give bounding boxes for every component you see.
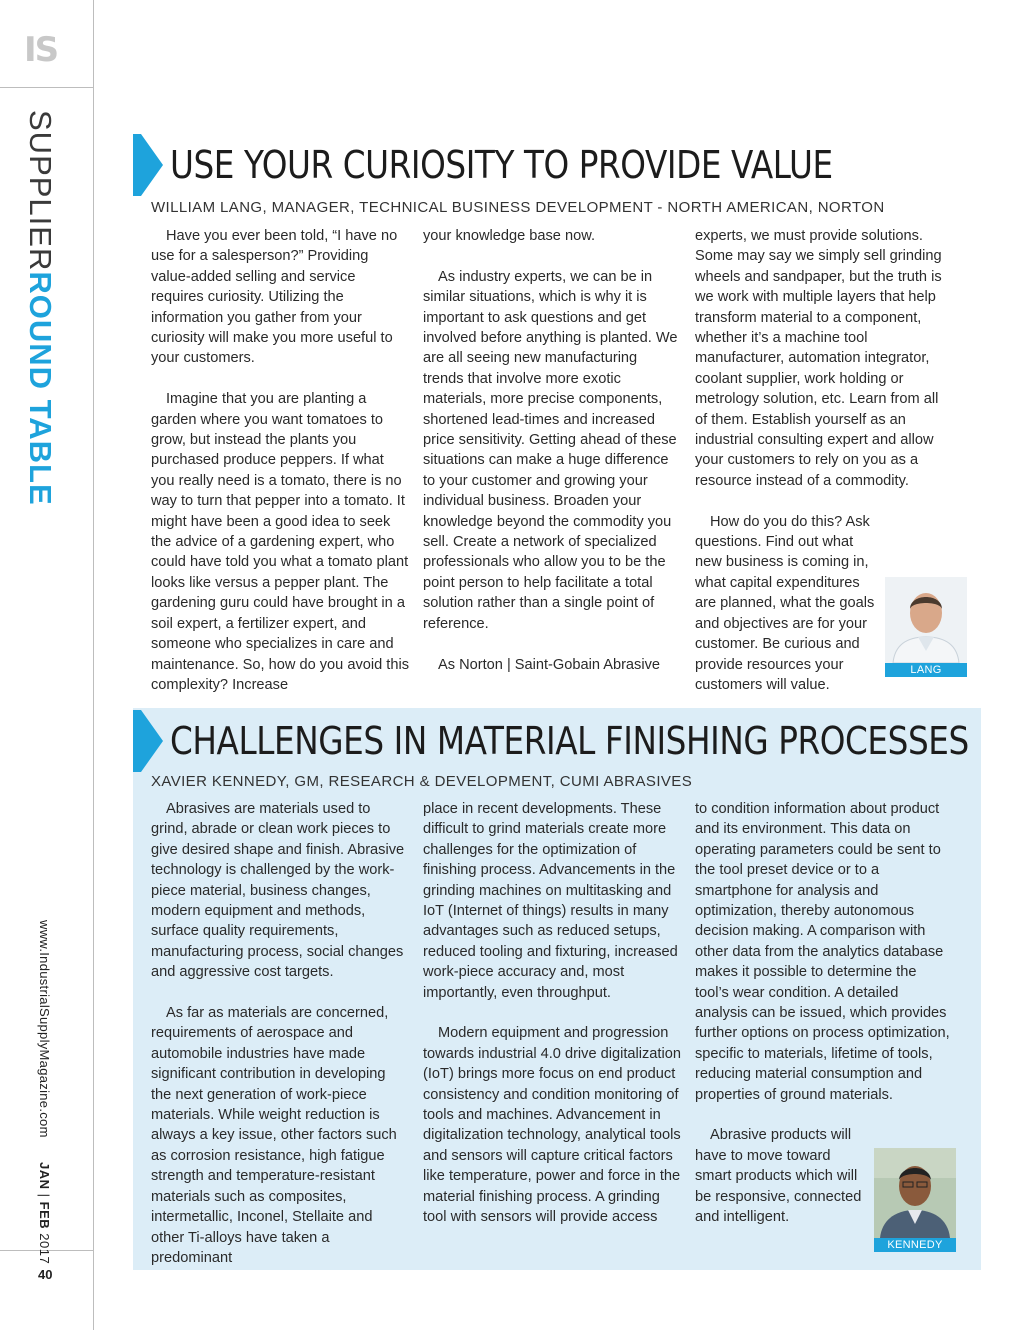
paragraph: Abrasive products will have to move toward smart products which will be responsive, connected and intelligent. — [695, 1127, 862, 1226]
paragraph: Modern equipment and progression towards industrial 4.0 drive digitalization (IoT) brings more focus on end product consistency and condition monitoring of tools and machines. Advancement in digitalization technology, analytical tools and sensors will capture critical factors like temperature, power and force in the material finishing process. A grinding tool with sensors will provide access — [423, 1025, 681, 1226]
issue-month-2: FEB — [37, 1201, 52, 1230]
article-column-1 — [151, 799, 409, 1268]
issue-date: JAN | FEB 2017 — [37, 1162, 52, 1265]
paragraph: As far as materials are concerned, requirements of aerospace and automobile industries have made significant contribution in developing the next generation of work-piece materials. While weight reduction is always a key issue, other factors such as corrosion resistance, high fatigue strength and temperature-resistant materials such as composites, intermetallic, Inconel, Stellaite and other Ti-alloys have taken a predominant — [151, 1005, 397, 1266]
paragraph: experts, we must provide solutions. Some may say we simply sell grinding wheels and sandpaper, but the truth is we work with multiple layers that help transform material to a component, whether it’s a machine tool manufacturer, automation integrator, coolant supplier, work holding or metrology solution, etc. Learn from all of them. Establish yourself as an industrial consulting expert and allow your customers to rely on you as a resource instead of a commodity. — [695, 228, 942, 489]
section-label-light: SUPPLIER — [23, 110, 58, 272]
paragraph: As industry experts, we can be in similar situations, which is why it is important to ask questions and get involved before anything is planted. We are all seeing new manufacturing trends that involve more exotic materials, more precise components, shortened lead-times and increased price sensitivity. Getting ahead of these situations can make a huge difference to your customer and growing your individual business. Broaden your knowledge beyond the commodity you sell. Create a network of specialized professionals who allow you to be the point person to help facilitate a total solution rather than a single point of reference. — [423, 268, 678, 632]
article-byline: WILLIAM LANG, MANAGER, TECHNICAL BUSINESS DEVELOPMENT - NORTH AMERICAN, NORTON — [151, 199, 885, 216]
website-url: www.IndustrialSupplyMagazine.com — [37, 920, 52, 1138]
person-icon — [885, 577, 967, 663]
article-title: CHALLENGES IN MATERIAL FINISHING PROCESSES — [170, 719, 969, 763]
paragraph: Abrasives are materials used to grind, abrade or clean work pieces to give desired shape and finish. Abrasive technology is challenged by the work-piece material, business changes, modern equipment and methods, surface quality requirements, manufacturing process, social changes and aggressive cost targets. — [151, 801, 405, 981]
paragraph: place in recent developments. These difficult to grind materials create more challenges for the optimization of finishing process. Advancements in the grinding machines on multitasking and IoT (Internet of things) results in many advantages such as reduced setups, reduced tooling and fixturing, increased work-piece accuracy and, most importantly, even throughput. — [423, 801, 678, 1001]
paragraph: As Norton | Saint-Gobain Abrasive — [438, 656, 660, 673]
article-material-finishing — [133, 708, 981, 1270]
article-column-2 — [423, 226, 681, 675]
paragraph: your knowledge base now. — [423, 228, 595, 244]
article-byline: XAVIER KENNEDY, GM, RESEARCH & DEVELOPMENT, CUMI ABRASIVES — [151, 773, 693, 790]
article-title: USE YOUR CURIOSITY TO PROVIDE VALUE — [170, 143, 833, 187]
section-label — [22, 110, 58, 506]
chevron-marker-icon — [133, 710, 163, 772]
person-icon — [874, 1148, 956, 1238]
issue-year: 2017 — [37, 1233, 52, 1265]
photo-caption: KENNEDY — [874, 1238, 956, 1252]
author-photo-kennedy — [874, 1148, 956, 1252]
issue-month-1: JAN — [37, 1162, 52, 1190]
chevron-marker-icon — [133, 134, 163, 196]
paragraph: to condition information about product and its environment. This data on operating parameters could be sent to the tool preset device or to a smartphone for analysis and optimization, thereby autonomous decision making. A comparison with other data from the analytics database makes it possible to determine the tool’s wear condition. A detailed analysis can be issued, which provides further options on process optimization, specific to materials, lifetime of tools, reducing material consumption and properties of ground materials. — [695, 801, 950, 1103]
article-column-2 — [423, 799, 681, 1228]
page-number: 40 — [38, 1267, 53, 1282]
section-label-bold: ROUND TABLE — [23, 271, 58, 506]
author-photo-lang — [885, 577, 967, 677]
paragraph: How do you do this? Ask questions. Find out what new business is coming in, what capital expenditures are planned, what the goals and objectives are for your customer. Be curious and provide resources your customers will value. — [695, 513, 875, 693]
paragraph: Imagine that you are planting a garden where you want tomatoes to grow, but instead the plants you purchased produce peppers. If what you really need is a tomato, there is no way to turn that pepper into a tomato. It might have been a good idea to seek the advice of a gardening expert, who could have told you what a tomato plant looks like versus a pepper plant. The gardening guru could have brought in a soil expert, a fertilizer expert, and someone who specializes in care and maintenance. So, how do you avoid this complexity? Increase — [151, 391, 409, 693]
photo-caption: LANG — [885, 663, 967, 677]
sidebar-divider — [93, 0, 94, 1330]
paragraph: Have you ever been told, “I have no use for a salesperson?” Providing value-added selling and service requires curiosity. Utilizing the information you gather from your curiosity will make you more useful to your customers. — [151, 228, 398, 367]
article-column-1 — [151, 226, 409, 695]
article-curiosity — [133, 130, 981, 693]
magazine-logo: IS — [24, 30, 58, 70]
sidebar-rule-top — [0, 87, 93, 88]
